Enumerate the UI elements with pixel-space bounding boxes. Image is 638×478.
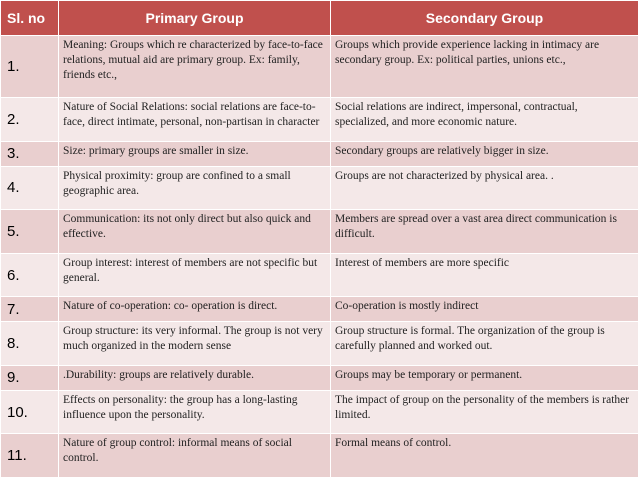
primary-cell: Group structure: its very informal. The group is not very much organized in the modern sense — [59, 322, 331, 366]
primary-cell: Physical proximity: group are confined to a small geographic area. — [59, 166, 331, 210]
row-number: 10. — [1, 390, 59, 434]
secondary-cell: Formal means of control. — [331, 434, 638, 478]
primary-cell: Nature of Social Relations: social relations are face-to- face, direct intimate, personal, non-partisan in character — [59, 98, 331, 142]
row-number: 4. — [1, 166, 59, 210]
row-number: 3. — [1, 141, 59, 166]
header-primary-group: Primary Group — [59, 1, 331, 36]
secondary-cell: Social relations are indirect, impersonal, contractual, specialized, and more economic nature. — [331, 98, 638, 142]
primary-cell: Size: primary groups are smaller in size. — [59, 141, 331, 166]
row-number: 9. — [1, 365, 59, 390]
table-row — [1, 36, 638, 98]
secondary-cell: Groups may be temporary or permanent. — [331, 365, 638, 390]
row-number: 5. — [1, 210, 59, 254]
primary-cell: Meaning: Groups which re characterized by face-to-face relations, mutual aid are primary group. Ex: family, friends etc., — [59, 36, 331, 98]
primary-cell: Group interest: interest of members are not specific but general. — [59, 253, 331, 297]
primary-cell: Communication: its not only direct but also quick and effective. — [59, 210, 331, 254]
row-number: 2. — [1, 98, 59, 142]
secondary-cell: Group structure is formal. The organization of the group is carefully planned and worked out. — [331, 322, 638, 366]
table-row — [1, 434, 638, 478]
header-secondary-group: Secondary Group — [331, 1, 638, 36]
secondary-cell: Co-operation is mostly indirect — [331, 297, 638, 322]
table-row — [1, 210, 638, 254]
table-row — [1, 253, 638, 297]
primary-cell: Nature of group control: informal means of social control. — [59, 434, 331, 478]
secondary-cell: Groups are not characterized by physical area. . — [331, 166, 638, 210]
secondary-cell: Members are spread over a vast area direct communication is difficult. — [331, 210, 638, 254]
row-number: 6. — [1, 253, 59, 297]
primary-cell: Effects on personality: the group has a long-lasting influence upon the personality. — [59, 390, 331, 434]
secondary-cell: The impact of group on the personality of the members is rather limited. — [331, 390, 638, 434]
secondary-cell: Groups which provide experience lacking in intimacy are secondary group. Ex: political parties, unions etc., — [331, 36, 638, 98]
row-number: 7. — [1, 297, 59, 322]
table-row — [1, 141, 638, 166]
secondary-cell: Interest of members are more specific — [331, 253, 638, 297]
table-row — [1, 322, 638, 366]
table-row — [1, 166, 638, 210]
primary-cell: Nature of co-operation: co- operation is direct. — [59, 297, 331, 322]
row-number: 8. — [1, 322, 59, 366]
header-row — [1, 1, 638, 36]
primary-cell: .Durability: groups are relatively durable. — [59, 365, 331, 390]
secondary-cell: Secondary groups are relatively bigger in size. — [331, 141, 638, 166]
table-row — [1, 365, 638, 390]
table-row — [1, 390, 638, 434]
row-number: 1. — [1, 36, 59, 98]
table-row — [1, 98, 638, 142]
header-sl-no: Sl. no — [1, 1, 59, 36]
table-row — [1, 297, 638, 322]
row-number: 11. — [1, 434, 59, 478]
